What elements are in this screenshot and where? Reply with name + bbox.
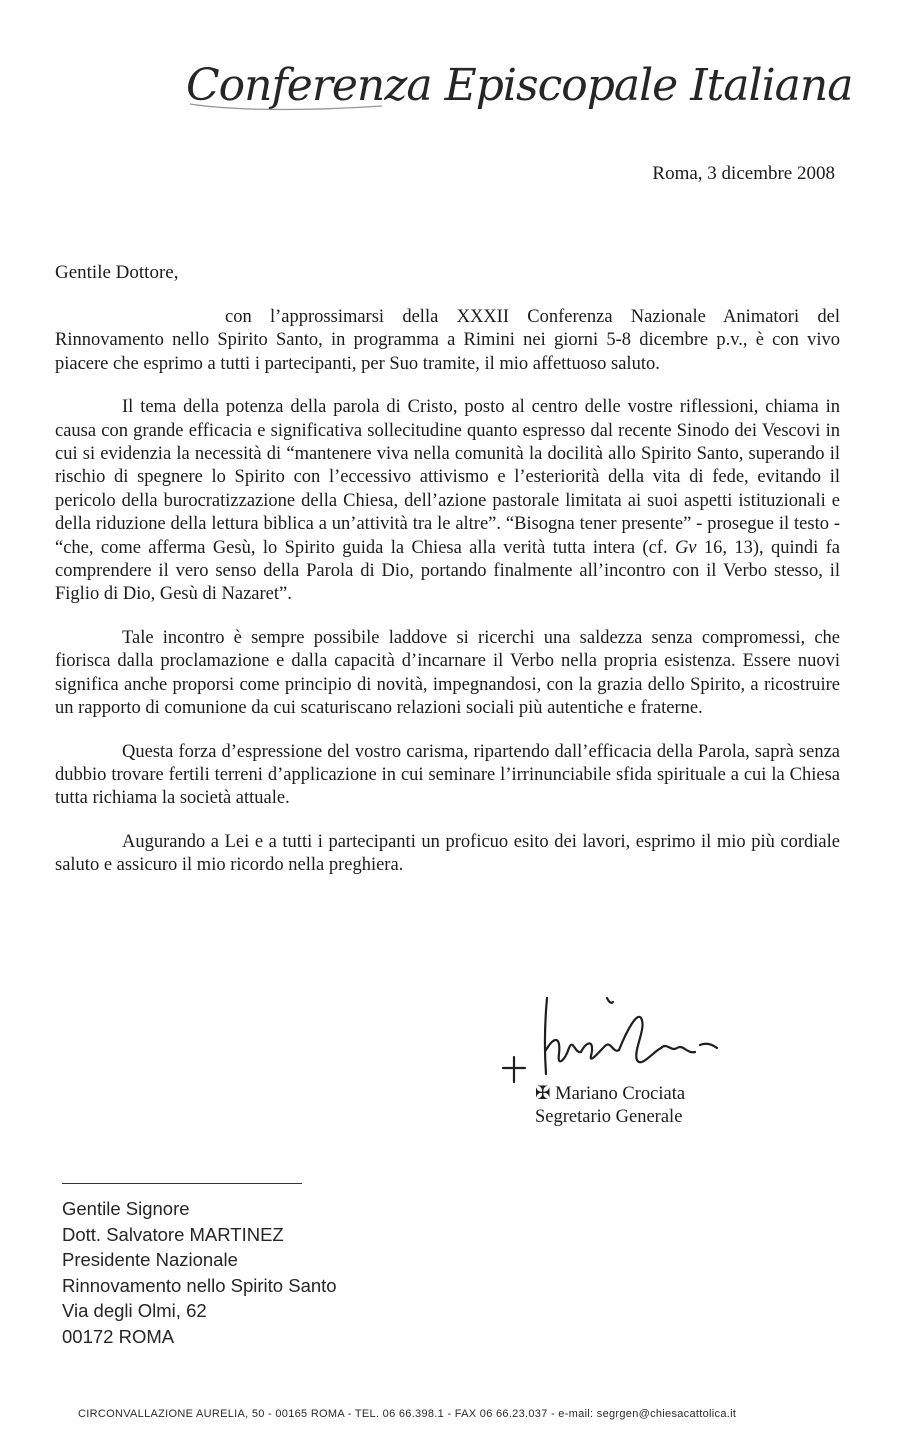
recipient-line: Rinnovamento nello Spirito Santo	[62, 1274, 337, 1296]
recipient-line: Gentile Signore	[62, 1198, 190, 1219]
recipient-line: 00172 ROMA	[62, 1325, 175, 1347]
letterhead	[182, 52, 853, 122]
recipient-line: Dott. Salvatore MARTINEZ	[62, 1223, 284, 1245]
letter-body	[55, 306, 840, 898]
letter-date: Roma, 3 dicembre 2008	[652, 163, 835, 184]
letterhead-script-logo	[182, 52, 853, 122]
signature-block	[495, 990, 815, 1140]
recipient-address	[62, 1196, 337, 1349]
signer-name: ✠ Mariano Crociata	[535, 1084, 686, 1104]
signer-title: Segretario Generale	[535, 1107, 683, 1127]
paragraph-3: Tale incontro è sempre possibile laddove si ricerchi una saldezza senza compromessi, che fiorisca dalla proclamazione e dalla capacità d’incarnare il Verbo nella propria esistenza. Essere nuovi significa anche proporsi come principio di novità, impegnandosi, con la grazia dello Spirito, a ricostruire un rapporto di comunione da cui scaturiscano relazioni sociali più autentiche e fraterne.	[55, 627, 840, 719]
recipient-line: Via degli Olmi, 62	[62, 1300, 207, 1321]
handwritten-signature	[495, 990, 755, 1090]
letterhead-text: Conferenza Episcopale Italiana	[186, 60, 853, 111]
paragraph-2-text: Il tema della potenza della parola di Cristo, posto al centro delle vostre riflessioni, chiama in causa con grande efficacia e significativa sollecitudine quanto espresso dal recente Sinodo dei Vescovi in cui si evidenzia la necessità di “mantenere viva nella comunità la docilità allo Spirito Santo, superando il rischio di spegnere lo Spirito con l’eccessivo attivismo e l’esteriorità della vita di fede, evitando il pericolo della burocratizzazione della Chiesa, dell’azione pastorale limitata ai suoi aspetti istituzionali e della riduzione della lettura biblica a un’attività tra le altre”. “Bisogna tener presente” - prosegue il testo - “che, come afferma Gesù, lo Spirito guida la Chiesa alla verità tutta intera (cf.	[55, 397, 840, 558]
separator-rule	[62, 1183, 302, 1184]
paragraph-2-end: 16, 13), quindi fa comprendere il vero senso della Parola di Dio, portando finalmente all’incontro con il Verbo stesso, il Figlio di Dio, Gesù di Nazaret”.	[55, 537, 841, 605]
footer-contact-info: CIRCONVALLAZIONE AURELIA, 50 - 00165 ROMA - TEL. 06 66.398.1 - FAX 06 66.23.037 - e-mail: segrgen@chiesacattolica.it	[78, 1408, 737, 1420]
paragraph-2	[55, 396, 840, 607]
salutation: Gentile Dottore,	[55, 262, 179, 283]
paragraph-1: con l’approssimarsi della XXXII Conferenza Nazionale Animatori del Rinnovamento nello Spirito Santo, in programma a Rimini nei giorni 5-8 dicembre p.v., è con vivo piacere che esprimo a tutti i partecipanti, per Suo tramite, il mio affettuoso saluto.	[55, 307, 840, 374]
paragraph-4: Questa forza d’espressione del vostro carisma, ripartendo dall’efficacia della Parola, saprà senza dubbio trovare fertili terreni d’applicazione in cui seminare l’irrinunciabile sfida spirituale a cui la Chiesa tutta richiama la società attuale.	[55, 741, 840, 809]
recipient-line: Presidente Nazionale	[62, 1249, 238, 1270]
gospel-reference: Gv	[674, 537, 697, 558]
paragraph-5: Augurando a Lei e a tutti i partecipanti un proficuo esito dei lavori, esprimo il mio più cordiale saluto e assicuro il mio ricordo nella preghiera.	[55, 831, 840, 876]
